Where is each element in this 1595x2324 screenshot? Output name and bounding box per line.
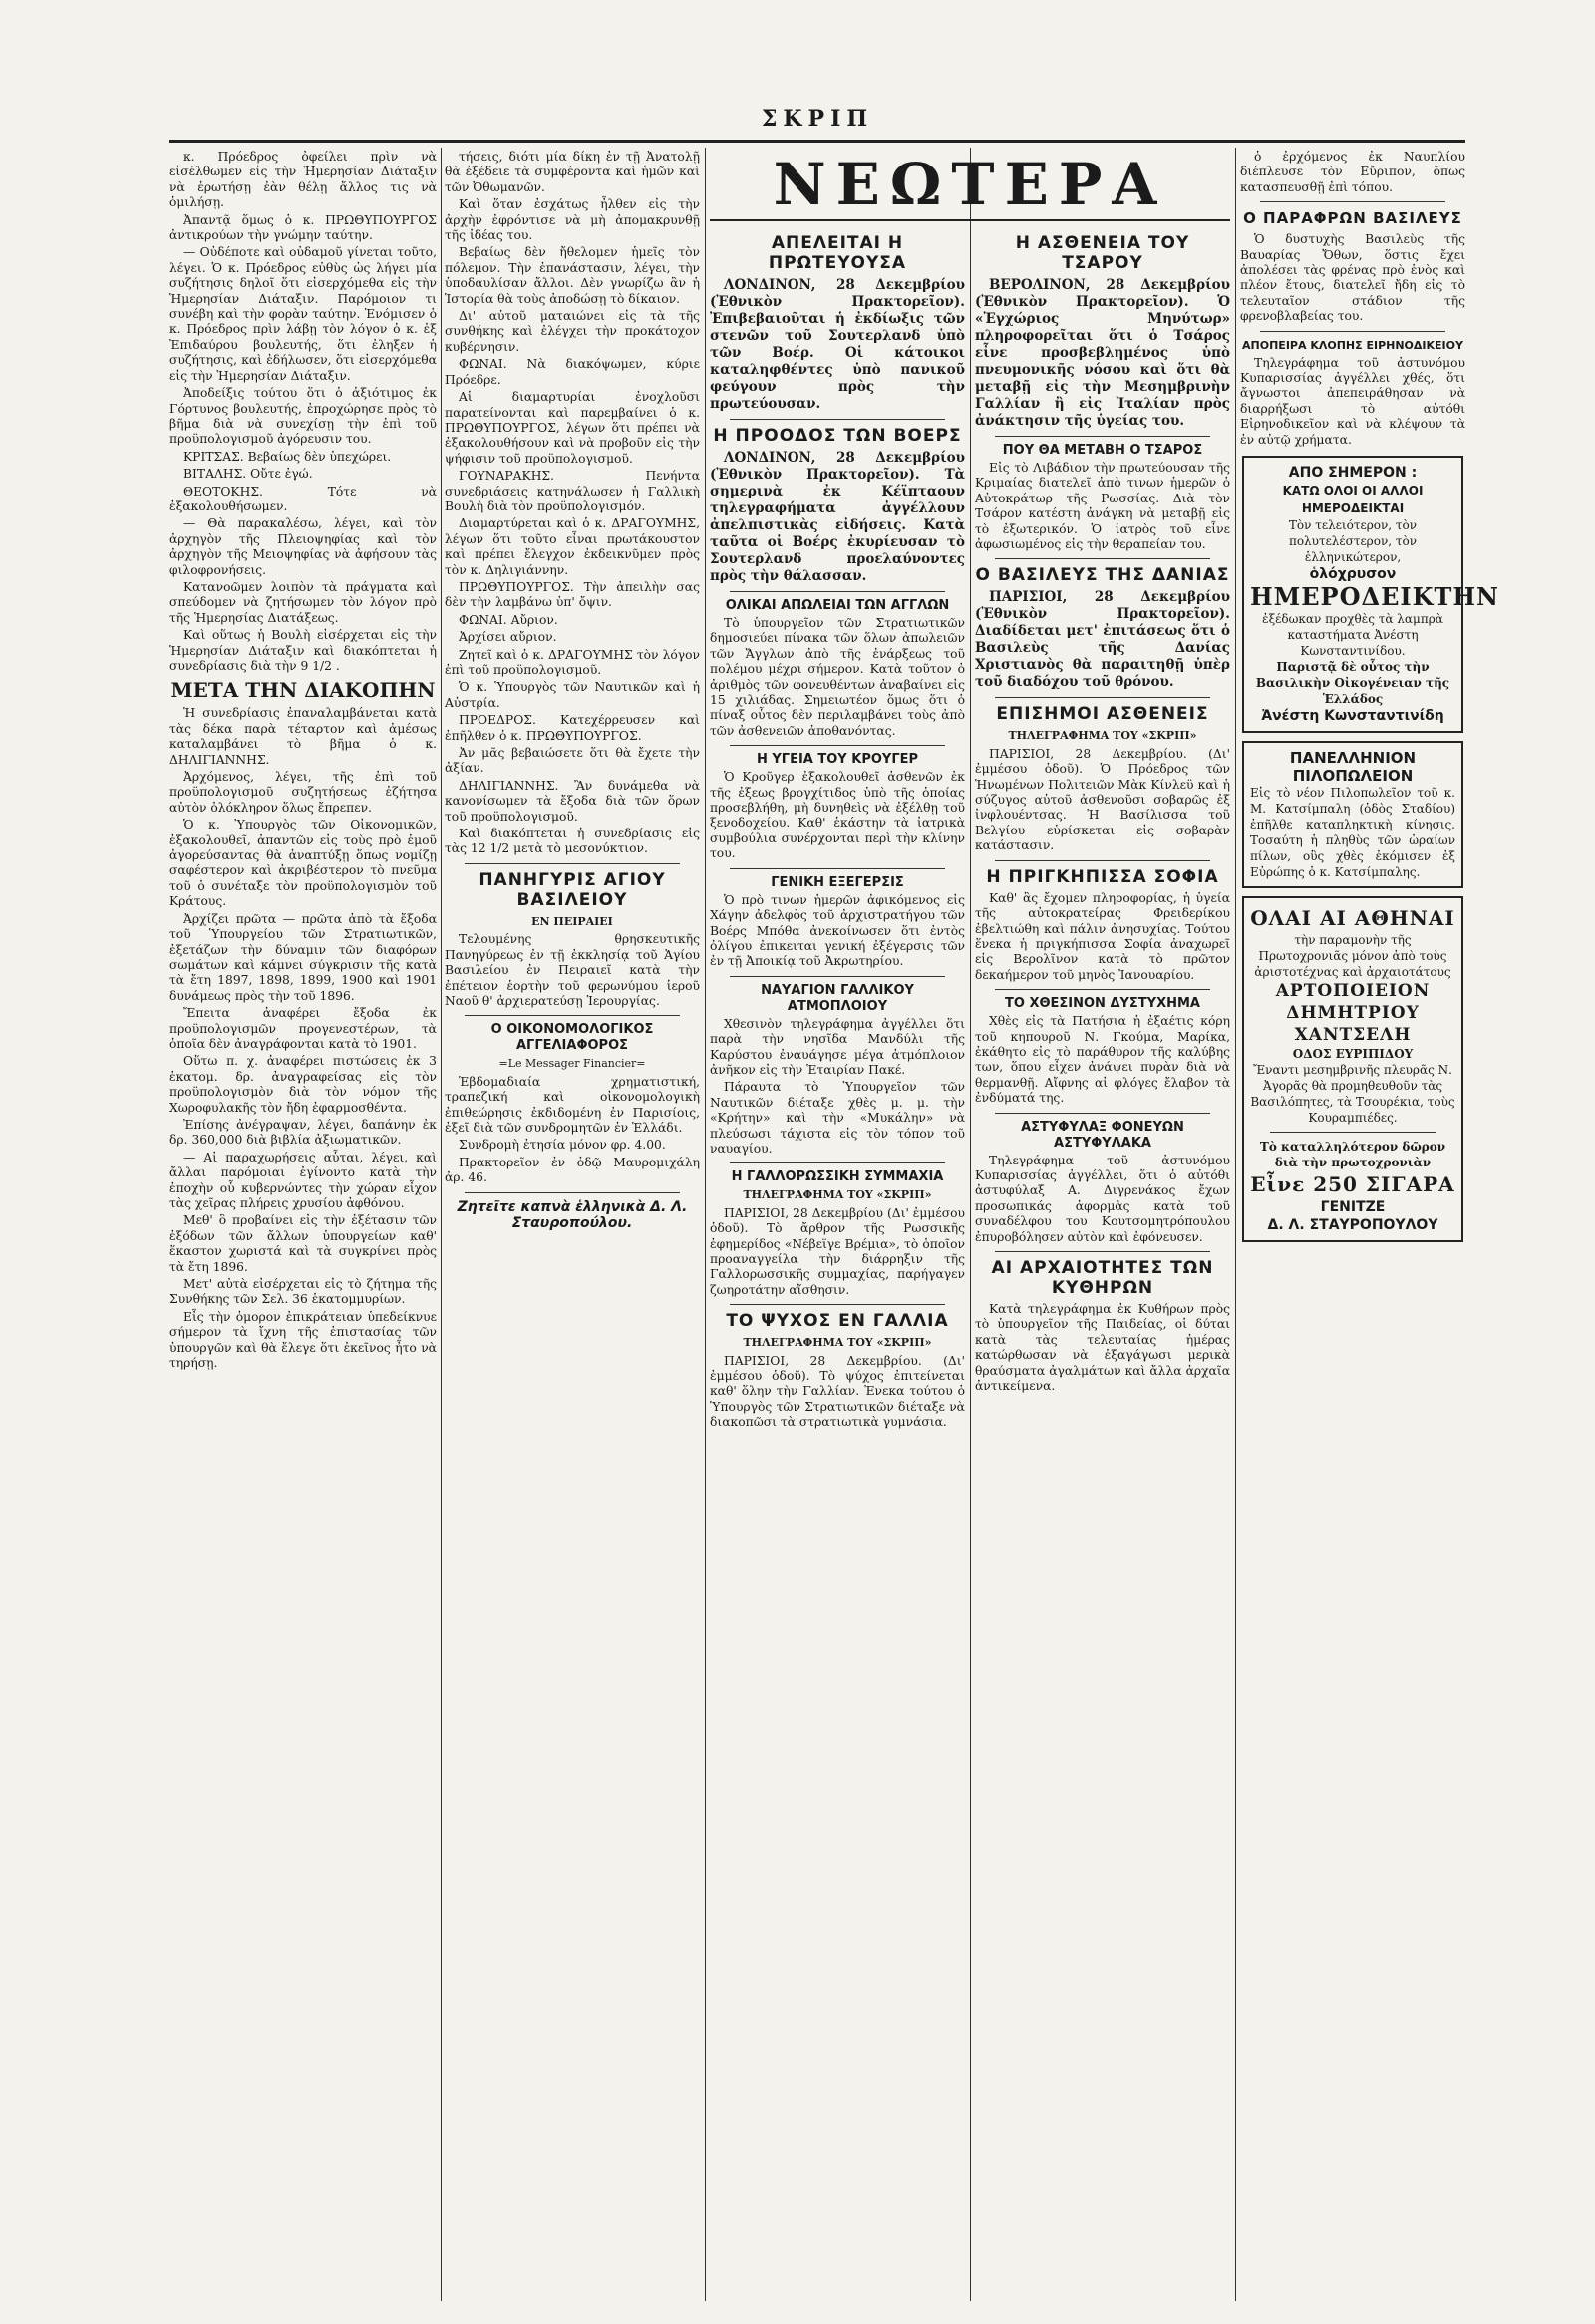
section-rule [995,558,1210,559]
paragraph: Ὁ κ. Ὑπουργὸς τῶν Οἰκονομικῶν, ἐξακολουθεῖ, ἀπαντῶν εἰς τοὺς πρὸ ἐμοῦ ἀγορεύσαντας θὰ ἀναπτύξῃ ὅπως νομίζῃ σαφέστερον καὶ ἀκριβέστερον τὸ πνεῦμα τοῦ ὁ συνέταξε τὸν προϋπολογισμὸν τοῦ Κράτους. [169,818,437,909]
column-1 [169,150,437,2293]
paragraph: ΔΗΛΙΓΙΑΝΝΗΣ. Ἂν δυνάμεθα νὰ κανονίσωμεν τὰ ἔξοδα διὰ τῶν ὅρων τοῦ προϋπολογισμοῦ. [445,778,700,824]
headline: ΑΙ ΑΡΧΑΙΟΤΗΤΕΣ ΤΩΝ ΚΥΘΗΡΩΝ [991,1258,1214,1298]
paragraph: — Θὰ παρακαλέσω, λέγει, καὶ τὸν ἀρχηγὸν τῆς Πλειοψηφίας καὶ τὸν ἀρχηγὸν τῆς Μειοψηφίας νὰ ἀφήσουν τὰς φιλοφρονήσεις. [169,516,437,577]
paragraph: Τηλεγράφημα τοῦ ἀστυνόμου Κυπαρισσίας ἀγγέλλει χθές, ὅτι ἄγνωστοι ἀπεπειράθησαν νὰ διαρρήξωσι τὸ αὐτόθι Εἰρηνοδικεῖον καὶ νὰ κλέψουν τὰ ἐν αὐτῷ χρήματα. [1240,355,1465,447]
paragraph: Ἀρχόμενος, λέγει, τῆς ἐπὶ τοῦ προϋπολογισμοῦ συζητήσεως ἐζήτησα αὐτὸν ὁλόκληρον ὅλως ἔπρεπεν. [169,770,437,815]
paragraph: Καὶ ὅταν ἐσχάτως ἦλθεν εἰς τὴν ἀρχὴν ἐφρόντισε νὰ μὴ ἀπομακρυνθῇ τῆς ἰδέας του. [445,197,700,243]
section-rule [730,1304,945,1305]
lead-paragraph: ΒΕΡΟΛΙΝΟΝ, 28 Δεκεμβρίου (Ἐθνικὸν Πρακτορεῖον). Ὁ «Ἐγχώριος Μηνύτωρ» πληροφορεῖται ὅτι ὁ Τσάρος εἶνε προσβεβλημένος ὑπὸ πνευμονικῆς νόσου καὶ ὅτι θὰ μεταβῇ εἰς τὴν Μεσημβρινὴν Γαλλίαν ἢ εἰς Ἰταλίαν πρὸς ἀνάκτησιν τῆς ὑγείας του. [975,277,1230,429]
paragraph: Τὸ ὑπουργεῖον τῶν Στρατιωτικῶν δημοσιεύει πίνακα τῶν ὅλων ἀπωλειῶν τῶν Ἄγγλων ἀπὸ τῆς ἐνάρξεως τοῦ πολέμου μέχρι σήμερον. Κατὰ τοῦτον ὁ ἀριθμὸς τῶν φονευθέντων ἀναβαίνει εἰς 15 χιλιάδας. Σημειωτέον ὅμως ὅτι ὁ πίναξ οὗτος δὲν περιλαμβάνει τοὺς ἀπὸ τῶν ἀσθενειῶν ἀποθανόντας. [710,616,965,738]
advert-line: Ἀνέστη Κωνσταντινίδη [1261,708,1444,725]
paragraph: Ἐπίσης ἀνέγραψαν, λέγει, δαπάνην ἐκ δρ. 360,000 διὰ βιβλία ἀξιωματικῶν. [169,1117,437,1148]
paragraph: — Οὐδέποτε καὶ οὐδαμοῦ γίνεται τοῦτο, λέγει. Ὁ κ. Πρόεδρος εὐθὺς ὡς λήγει μία συζήτησις δηλοῖ ὅτι εἰσερχόμεθα εἰς τὴν Ἡμερησίαν Διάταξιν. Παρόμοιον τι συνέβη καὶ τὴν φορὰν ταύτην. Ἐνόμισεν ὁ κ. Πρόεδρος πρὶν λάβῃ τὸν λόγον ὁ κ. ἐξ Ἐπιδαύρου βουλευτής, ὅτι ἐληξεν ἡ συζήτησις, καὶ ἐδήλωσεν, ὅτι εἰσερχόμεθα εἰς τὴν Ἡμερησίαν Διάταξιν. [169,245,437,383]
advert-line: ΟΛΑΙ ΑΙ ΑΘΗΝΑΙ [1250,906,1455,931]
paragraph: Χθὲς εἰς τὰ Πατήσια ἡ ἐξαέτις κόρη τοῦ κηπουροῦ Ν. Γκούμα, Μαρίκα, ἐκάθητο εἰς τὸ παράθυρον τῆς καλύβης των, ὅπου εἶχεν ἀνάψει πυρὰν διὰ νὰ θερμανθῇ. Αἴφνης αἱ φλόγες ἔλαβον τὰ ἐνδύματά της. [975,1014,1230,1106]
paragraph: Κατανοῶμεν λοιπὸν τὰ πράγματα καὶ σπεύδομεν νὰ ζητήσωμεν τὸν λόγον πρὸ τῆς Ἡμερησίας Διατάξεως. [169,579,437,625]
paragraph: Μετ' αὐτὰ εἰσέρχεται εἰς τὸ ζήτημα τῆς Συνθήκης τῶν Σελ. 36 ἑκατομμυρίων. [169,1277,437,1307]
advert-line: Δ. Λ. ΣΤΑΥΡΟΠΟΥΛΟΥ [1267,1217,1438,1234]
paragraph: Ἀρχίζει πρῶτα — πρῶτα ἀπὸ τὰ ἔξοδα τοῦ Ὑπουργείου τῶν Στρατιωτικῶν, ἐξετάζων τὴν δύναμιν τῶν διαφόρων σωμάτων καὶ κάμνει σύγκρισιν τῆς κατὰ τὰ ἔτη 1897, 1898, 1899, 1900 καὶ 1901 δυνάμεως πρὸς τὴν τοῦ 1896. [169,911,437,1003]
section-rule [995,860,1210,861]
advert-line: Ἔναντι μεσημβρινῆς πλευρᾶς Ν. Ἀγορᾶς θὰ προμηθευθοῦν τὰς Βασιλόπητες, τὰ Τσουρέκια, τοὺς Κουραμπιέδες. [1250,1063,1455,1126]
headline: Η ΓΑΛΛΟΡΩΣΣΙΚΗ ΣΥΜΜΑΧΙΑ [731,1169,944,1185]
paragraph: ΠΑΡΙΣΙΟΙ, 28 Δεκεμβρίου (Δι' ἐμμέσου ὁδοῦ). Τὸ ἄρθρον τῆς Ρωσσικῆς ἐφημερίδος «Νέβεϊγε Βρέμια», τὸ ὁποῖον προαναγγείλα τὴν διάρρηξιν τῆς Γαλλορωσσικῆς συμμαχίας, παρήγαγεν ζωηροτάτην αἴσθησιν. [710,1205,965,1297]
headline: ΕΠΙΣΗΜΟΙ ΑΣΘΕΝΕΙΣ [996,704,1209,725]
paragraph: Χθεσινὸν τηλεγράφημα ἀγγέλλει ὅτι παρὰ τὴν νησῖδα Μανδύλι τῆς Καρύστου ἐναυάγησε μέγα ἀτμόπλοιον ἀνῆκον εἰς τὴν Ἑταιρίαν Πακέ. [710,1016,965,1077]
header-rule [169,140,1465,143]
section-title: ΝΕΩΤΕΡΑ [710,150,1230,221]
advert-line: τὴν παραμονὴν τῆς Πρωτοχρονιᾶς μόνον ἀπὸ τοὺς ἀριστοτέχνας καὶ ἀρχαιοτάτους [1254,933,1451,980]
paragraph: Ἡ συνεδρίασις ἐπαναλαμβάνεται κατὰ τὰς δέκα παρὰ τέταρτον καὶ ἀμέσως καταλαμβάνει τὸ βῆμα ὁ κ. ΔΗΛΙΓΙΑΝΝΗΣ. [169,706,437,767]
advert-line: Εἰς τὸ νέον Πιλοπωλεῖον τοῦ κ. Μ. Κατσίμπαλη (ὁδὸς Σταδίου) ἐπῆλθε καταπληκτικὴ κίνησις. Τοσαύτη ἡ πληθὺς τῶν ὡραίων πίλων, οὓς χθὲς ἐκόμισεν ἐξ Εὐρώπης ὁ κ. Κατσίμπαλης. [1250,786,1455,880]
paragraph: Πρακτορεῖον ἐν ὁδῷ Μαυρομιχάλη ἀρ. 46. [445,1155,700,1185]
paragraph: Αἱ διαμαρτυρίαι ἐνοχλοῦσι παρατείνονται καὶ παρεμβαίνει ὁ κ. ΠΡΩΘΥΠΟΥΡΓΟΣ, λέγων ὅτι πρέπει νὰ ἐξακολουθήσουν καὶ νὰ προβοῦν εἰς τὴν ψήφισιν τοῦ προϋπολογισμοῦ. [445,390,700,466]
headline: ΝΑΥΑΓΙΟΝ ΓΑΛΛΙΚΟΥ ΑΤΜΟΠΛΟΙΟΥ [761,982,914,1014]
paragraph: ΓΟΥΝΑΡΑΚΗΣ. Πενήντα συνεδριάσεις κατηνάλωσεν ἡ Γαλλικὴ Βουλὴ διὰ τὸν προϋπολογισμόν. [445,469,700,513]
paragraph: Ἀν μᾶς βεβαιώσετε ὅτι θὰ ἔχετε τὴν ἀξίαν. [445,746,700,776]
section-rule [995,697,1210,698]
advert-line: Τὸν τελειότερον, τὸν πολυτελέστερον, τὸν ἑλληνικώτερον, [1288,518,1418,565]
headline: Η ΑΣΘΕΝΕΙΑ ΤΟΥ ΤΣΑΡΟΥ [1015,233,1190,273]
running-title: ΣΚΡΙΠ [761,106,874,132]
paragraph: κ. Πρόεδρος ὀφείλει πρὶν νὰ εἰσέλθωμεν εἰς τὴν Ἡμερησίαν Διάταξιν νὰ ἐρωτήσῃ ἐὰν θέλῃ ἄλλος τις νὰ ὁμιλήσῃ. [169,150,437,210]
lead-paragraph: ΛΟΝΔΙΝΟΝ, 28 Δεκεμβρίου (Ἐθνικὸν Πρακτορεῖον). Ἐπιβεβαιοῦται ἡ ἐκδίωξις τῶν στενῶν τοῦ Σουτερλανδ ὑπὸ τῶν Βοέρ. Οἱ κάτοικοι καταληφθέντες ὑπὸ πανικοῦ φεύγουν πρὸς τὴν πρωτεύουσαν. [710,277,965,412]
advert-box-hats [1242,741,1463,888]
paragraph: Εἰς τὸ Λιβάδιον τὴν πρωτεύουσαν τῆς Κριμαίας διατελεῖ ἀπὸ τινων ἡμερῶν ὁ Αὐτοκράτωρ τῆς Ρωσσίας. Διὰ τὸν Τσάρον κατέστη ἀνάγκη νὰ μεταβῇ εἰς τὸ ἐξωτερικόν. Ὁ ἰατρὸς τοῦ εἶνε ἀφωσιωμένος εἰς τὴν θεραπείαν του. [975,461,1230,552]
column-3 [710,227,965,2291]
advert-line: ΓΕΝΙΤΖΕ [1320,1199,1386,1216]
headline: ΤΟ ΧΘΕΣΙΝΟΝ ΔΥΣΤΥΧΗΜΑ [1005,996,1200,1012]
paragraph: Τηλεγράφημα τοῦ ἀστυνόμου Κυπαρισσίας ἀγγέλλει, ὅτι ὁ αὐτόθι ἀστυφύλαξ Α. Διγρενάκος ἔχων προσωπικάς ἀφορμὰς κατὰ τοῦ συναδέλφου του Κουτσομητρόπουλου ἐπυροβόλησεν αὐτὸν καὶ ἐφόνευσεν. [975,1153,1230,1244]
subheadline: ΤΗΛΕΓΡΑΦΗΜΑ ΤΟΥ «ΣΚΡΙΠ» [743,1336,932,1350]
section-rule [730,591,945,592]
section-rule [995,1113,1210,1114]
paragraph: Ζητεῖ καὶ ὁ κ. ΔΡΑΓΟΥΜΗΣ τὸν λόγον ἐπὶ τοῦ προϋπολογισμοῦ. [445,647,700,677]
column-4 [975,227,1230,2291]
subheadline: ΕΝ ΠΕΙΡΑΙΕΙ [531,914,613,928]
column-divider [970,148,971,2301]
column-divider [705,148,706,2301]
paragraph: Βεβαίως δὲν ἤθελομεν ἡμεῖς τὸν πόλεμον. Τὴν ἐπανάστασιν, λέγει, τὴν ὑποδαυλίσαν ἄλλοι. Δὲν γνωρίζω ἂν ἡ Ἱστορία θὰ τοὺς ἀποδώσῃ τὸ δίκαιον. [445,245,700,306]
section-rule [1270,1132,1436,1133]
headline: Η ΠΡΙΓΚΗΠΙΣΣΑ ΣΟΦΙΑ [986,866,1219,887]
lead-paragraph: ΠΑΡΙΣΙΟΙ, 28 Δεκεμβρίου (Ἐθνικὸν Πρακτορεῖον). Διαδίδεται μετ' ἐπιτάσεως ὅτι ὁ Βασιλεὺς τῆς Δανίας Χριστιανὸς θὰ παραιτηθῇ ὑπὲρ τοῦ διαδόχου τοῦ θρόνου. [975,589,1230,691]
paragraph: Πάραυτα τὸ Ὑπουργεῖον τῶν Ναυτικῶν διέταξε χθὲς μ. μ. τὴν «Κρήτην» καὶ τὴν «Μυκάλην» νὰ πλεύσωσι τάχιστα εἰς τὸν τόπον τοῦ ναυαγίου. [710,1080,965,1156]
subheadline: =Le Messager Financier= [498,1057,646,1071]
advert-line: Τὸ καταλληλότερον δῶρον διὰ τὴν πρωτοχρονιὰν [1259,1140,1446,1170]
paragraph: ΠΑΡΙΣΙΟΙ, 28 Δεκεμβρίου. (Δι' ἐμμέσου ὁδοῦ). Ὁ Πρόεδρος τῶν Ἡνωμένων Πολιτειῶν Μὰκ Κίνλεϋ καὶ ἡ σύζυγος αὐτοῦ ἀσθενοῦσι σοβαρῶς ἐξ ἰνφλουέντσας. Ἡ Βασίλισσα τοῦ Βελγίου εὑρίσκεται εἰς σοβαρὰν κατάστασιν. [975,746,1230,853]
section-rule [1260,201,1445,202]
paragraph: Δι' αὐτοῦ ματαιώνει εἰς τὰ τῆς συνθήκης καὶ ἐλέγχει τὴν προκάτοχον κυβέρνησιν. [445,309,700,354]
advert-line: ΑΠΟ ΣΗΜΕΡΟΝ : [1288,465,1418,482]
paragraph: ΒΙΤΑΛΗΣ. Οὔτε ἐγώ. [183,467,313,482]
paragraph: ΠΡΟΕΔΡΟΣ. Κατεχέρρευσεν καὶ ἐπῆλθεν ὁ κ. ΠΡΩΘΥΠΟΥΡΓΟΣ. [445,713,700,743]
headline: ΟΛΙΚΑΙ ΑΠΩΛΕΙΑΙ ΤΩΝ ΑΓΓΛΩΝ [725,598,950,613]
headline: ΤΟ ΨΥΧΟΣ ΕΝ ΓΑΛΛΙΑ [726,1311,949,1332]
paragraph: ΦΩΝΑΙ. Αὔριον. [459,612,558,627]
paragraph: Ὁ δυστυχὴς Βασιλεὺς τῆς Βαυαρίας Ὄθων, ὅστις ἔχει ἀπολέσει τὰς φρένας πρὸ ἑνὸς καὶ πλέον ἔτους, διατελεῖ ἤδη εἰς τὸ τελευταῖον στάδιον τῆς φρενοβλαβείας του. [1240,232,1465,324]
subheadline: ΤΗΛΕΓΡΑΦΗΜΑ ΤΟΥ «ΣΚΡΙΠ» [743,1188,932,1202]
subheadline: ΤΗΛΕΓΡΑΦΗΜΑ ΤΟΥ «ΣΚΡΙΠ» [1008,729,1197,743]
headline: ΑΣΤΥΦΥΛΑΞ ΦΟΝΕΥΩΝ ΑΣΤΥΦΥΛΑΚΑ [1021,1119,1184,1151]
paragraph: Κατὰ τηλεγράφημα ἐκ Κυθήρων πρὸς τὸ ὑπουργεῖον τῆς Παιδείας, οἱ δύται κατὰ τὰς τελευταίας ἡμέρας κατώρθωσαν νὰ ἐξαγάγωσι μερικὰ θραύσματα ἀγαλμάτων καὶ ἄλλα ἀρχαῖα ἀντικείμενα. [975,1302,1230,1394]
headline: Ο ΟΙΚΟΝΟΜΟΛΟΓΙΚΟΣ ΑΓΓΕΛΙΑΦΟΡΟΣ [490,1022,654,1054]
paragraph: ΚΡΙΤΣΑΣ. Βεβαίως δὲν ὑπεχώρει. [183,449,392,464]
section-rule [730,419,945,420]
advert-line: ΟΔΟΣ ΕΥΡΙΠΙΔΟΥ [1292,1047,1414,1062]
headline: Η ΥΓΕΙΑ ΤΟΥ ΚΡΟΥΓΕΡ [756,752,919,768]
section-rule [1260,331,1445,332]
advert-line: Ζητεῖτε καπνὰ ἑλληνικὰ Δ. Λ. Σταυροπούλου. [457,1198,688,1231]
paragraph: Ἑβδομαδιαία χρηματιστική, τραπεζική καὶ οἰκονομολογικὴ ἐπιθεώρησις ἐκδιδομένη ἐν Παρισίοις, ἐξεῖ διὰ τῶν συνδρομητῶν ἐν Ἑλλάδι. [445,1074,700,1135]
advert-line: Παριστᾷ δὲ οὗτος τὴν Βασιλικὴν Οἰκογένειαν τῆς Ἑλλάδος [1255,660,1450,707]
paragraph: Ἀρχίσει αὔριον. [459,630,557,645]
headline: ΓΕΝΙΚΗ ΕΞΕΓΕΡΣΙΣ [771,874,904,890]
section-rule [465,863,680,864]
paragraph: Ἔπειτα ἀναφέρει ἔξοδα ἐκ προϋπολογισμῶν προγενεστέρων, τὰ ὁποῖα δὲν ἀναγράφονται κατὰ τὸ 1901. [169,1006,437,1051]
paragraph: Εἶς τὴν ὁμορον ἐπικράτειαν ὑπεδείκνυε σήμερον τὰ ἴχνη τῆς ἐπιστασίας τῶν ὑπουργῶν καὶ θὰ ἔλεγε ὅτι ἐκεῖνος ἦτο νὰ τηρήσῃ. [169,1309,437,1371]
advert-line: Εἶνε 250 ΣΙΓΑΡΑ [1250,1172,1455,1197]
section-rule [995,1251,1210,1252]
column-divider [441,148,442,2301]
advert-box-bakery [1242,896,1463,1242]
paragraph: ΠΡΩΘΥΠΟΥΡΓΟΣ. Τὴν ἀπειλὴν σας δὲν τὴν λαμβάνω ὑπ' ὄψιν. [445,579,700,610]
paragraph: Καὶ διακόπτεται ἡ συνεδρίασις εἰς τὰς 12 1/2 μετὰ τὸ μεσονύκτιον. [445,827,700,856]
advert-line: ἐξέδωκαν προχθὲς τὰ λαμπρὰ καταστήματα Ἀνέστη Κωνσταντινίδου. [1262,612,1443,659]
section-rule [730,868,945,869]
paragraph: Καθ' ἃς ἔχομεν πληροφορίας, ἡ ὑγεία τῆς αὐτοκρατείρας Φρειδερίκου ἐβελτιώθη καὶ πάλιν ἀνησυχίας. Τούτου ἕνεκα ἡ πριγκήπισσα Σοφία ἀναχωρεῖ εἰς Βερολῖνον κατὰ τὸ πρῶτον δεκαήμερον τοῦ μηνὸς Ἰανουαρίου. [975,890,1230,982]
column-divider [1235,148,1236,2301]
headline: ΑΠΟΠΕΙΡΑ ΚΛΟΠΗΣ ΕΙΡΗΝΟΔΙΚΕΙΟΥ [1242,338,1463,352]
paragraph: — Αἱ παραχωρήσεις αὗται, λέγει, καὶ ἄλλαι παρόμοιαι ἐγίνοντο κατὰ τὴν ἐποχὴν οὗ κυβερνώντες τὴν χώραν εἶχον τὰς χεῖρας πλήρεις χρυσίου ἀφθόνου. [169,1150,437,1210]
section-rule [730,1162,945,1163]
paragraph: Οὕτω π. χ. ἀναφέρει πιστώσεις ἐκ 3 ἑκατομ. δρ. ἀναγραφείσας εἰς τὸν προϋπολογισμὸν διὰ τὸν νόμον τῆς Χωροφυλακῆς τὸν ἤδη ἐφαρμοσθέντα. [169,1054,437,1115]
paragraph: Ὁ Κροῦγερ ἐξακολουθεῖ ἀσθενῶν ἐκ τῆς ἐξεως βρογχίτιδος ὑπὸ τῆς ὁποίας προσεβλήθη, μὴ δυνηθεὶς νὰ ἐξέλθῃ τοῦ ξενοδοχείου. Καθ' ἑκάστην τὰ ἰατρικὰ συμβούλια συνέρχονται περὶ τὴν κλίνην του. [710,770,965,861]
advert-line: ὁλόχρυσον [1309,566,1397,583]
section-rule [730,745,945,746]
section-rule [465,1015,680,1016]
section-rule [730,976,945,977]
advert-line: ΗΜΕΡΟΔΕΙΚΤΗΝ [1250,582,1499,612]
section-rule [465,1192,680,1193]
headline: ΠΟΥ ΘΑ ΜΕΤΑΒΗ Ο ΤΣΑΡΟΣ [1002,443,1203,458]
paragraph: ὁ ἐρχόμενος ἐκ Ναυπλίου διέπλευσε τὸν Εὔριπον, ὅπως κατασπευσθῇ ἐπὶ τόπου. [1240,150,1465,194]
lead-paragraph: ΛΟΝΔΙΝΟΝ, 28 Δεκεμβρίου (Ἐθνικὸν Πρακτορεῖον). Τὰ σημερινὰ ἐκ Κέϊπταουν τηλεγραφήματα ἀγγέλλουν ἀπελπιστικὰς εἰδήσεις. Κατὰ ταῦτα οἱ Βοέρς ἐκυρίευσαν τὸ Σουτερλανδ προελαύνοντες πρὸς τὴν θάλασσαν. [710,450,965,584]
headline: Ο ΒΑΣΙΛΕΥΣ ΤΗΣ ΔΑΝΙΑΣ [975,565,1230,586]
paragraph: Ὁ πρὸ τινων ἡμερῶν ἀφικόμενος εἰς Χάγην ἀδελφὸς τοῦ ἀρχιστρατήγου τῶν Βοέρς Μπόθα ἀνεκοίνωσεν ὅτι ἐντὸς ὀλίγου ἐπικειται γενική ἐξέγερσις τῶν ἐν τῇ Ἀποικίᾳ τοῦ Ἀκρωτηρίου. [710,892,965,969]
headline: Ο ΠΑΡΑΦΡΩΝ ΒΑΣΙΛΕΥΣ [1243,209,1462,228]
paragraph: τήσεις, διότι μία δίκη ἐν τῇ Ἀνατολῇ θὰ ἐξέδειε τὰ συμφέροντα καὶ ἡμῶν καὶ τῶν Ὀθωμανῶν. [445,150,700,194]
column-2 [445,150,700,2293]
column-5 [1240,150,1499,2293]
headline: ΑΠΕΛΕΙΤΑΙ Η ΠΡΩΤΕΥΟΥΣΑ [768,233,907,273]
paragraph: ΦΩΝΑΙ. Νὰ διακόψωμεν, κύριε Πρόεδρε. [445,357,700,387]
headline: ΠΑΝΗΓΥΡΙΣ ΑΓΙΟΥ ΒΑΣΙΛΕΙΟΥ [478,869,666,910]
advert-box-calendar [1242,456,1499,733]
paragraph: Μεθ' ὃ προβαίνει εἰς τὴν ἐξέτασιν τῶν ἐξόδων τῶν ἄλλων ὑπουργείων καθ' ἕκαστον χωριστά καὶ τὰ συγκρίνει πρὸς τὰ ἔτη 1896. [169,1213,437,1274]
section-rule [995,436,1210,437]
paragraph: Διαμαρτύρεται καὶ ὁ κ. ΔΡΑΓΟΥΜΗΣ, λέγων ὅτι τοῦτο εἶναι πρωτάκουστον καὶ πρέπει ἔλεγχον ἐκδεικνῦμεν πρὸς τὸν κ. Δηλιγιάννην. [445,516,700,577]
paragraph: Καὶ οὕτως ἡ Βουλὴ εἰσέρχεται εἰς τὴν Ἡμερησίαν Διάταξιν καὶ διακόπτεται ἡ συνεδρίασις διὰ τὴν 9 1/2 . [169,628,437,673]
paragraph: Ἀπαντᾷ ὅμως ὁ κ. ΠΡΩΘΥΠΟΥΡΓΟΣ ἀντικρούων τὴν γνώμην ταύτην. [169,212,437,243]
section-rule [995,989,1210,990]
headline: ΜΕΤΑ ΤΗΝ ΔΙΑΚΟΠΗΝ [170,678,436,703]
paragraph: Ὁ κ. Ὑπουργὸς τῶν Ναυτικῶν καὶ ἡ Αὐστρία. [445,680,700,710]
advert-line: ΠΑΝΕΛΛΗΝΙΟΝ ΠΙΛΟΠΩΛΕΙΟΝ [1289,749,1417,786]
advert-line: ΚΑΤΩ ΟΛΟΙ ΟΙ ΑΛΛΟΙ ΗΜΕΡΟΔΕΙΚΤΑΙ [1282,484,1424,516]
advert-line: ΑΡΤΟΠΟΙΕΙΟΝ ΔΗΜΗΤΡΙΟΥ ΧΑΝΤΣΕΛΗ [1275,981,1431,1046]
paragraph: ΘΕΟΤΟΚΗΣ. Τότε νὰ ἐξακολουθήσωμεν. [169,484,437,513]
paragraph: Ἀποδείξις τούτου ὅτι ὁ ἀξιότιμος ἐκ Γόρτυνος βουλευτής, ἐπροχώρησε πρὸς τὸ βῆμα διὰ νὰ συνεχίσῃ τὴν ἐπὶ τοῦ προϋπολογισμοῦ ἀγόρευσιν του. [169,386,437,447]
paragraph: Συνδρομὴ ἐτησία μόνον φρ. 4.00. [459,1138,666,1153]
paragraph: Τελουμένης θρησκευτικῆς Πανηγύρεως ἐν τῇ ἐκκλησίᾳ τοῦ Ἁγίου Βασιλείου ἐν Πειραιεῖ κατὰ τὴν ἐπέτειον ἑορτὴν τοῦ φερωνύμου ἱεροῦ Ναοῦ θ' ἀρχιερατεύσῃ Ἱερουργίας. [445,932,700,1008]
paragraph: ΠΑΡΙΣΙΟΙ, 28 Δεκεμβρίου. (Δι' ἐμμέσου ὁδοῦ). Τὸ ψύχος ἐπιτείνεται καθ' ὅλην τὴν Γαλλίαν. Ἐνεκα τούτου ὁ Ὑπουργὸς τῶν Στρατιωτικῶν διέταξε νὰ διακοπῶσι τὰ στρατιωτικὰ γυμνάσια. [710,1353,965,1430]
headline: Η ΠΡΟΟΔΟΣ ΤΩΝ ΒΟΕΡΣ [713,426,962,446]
